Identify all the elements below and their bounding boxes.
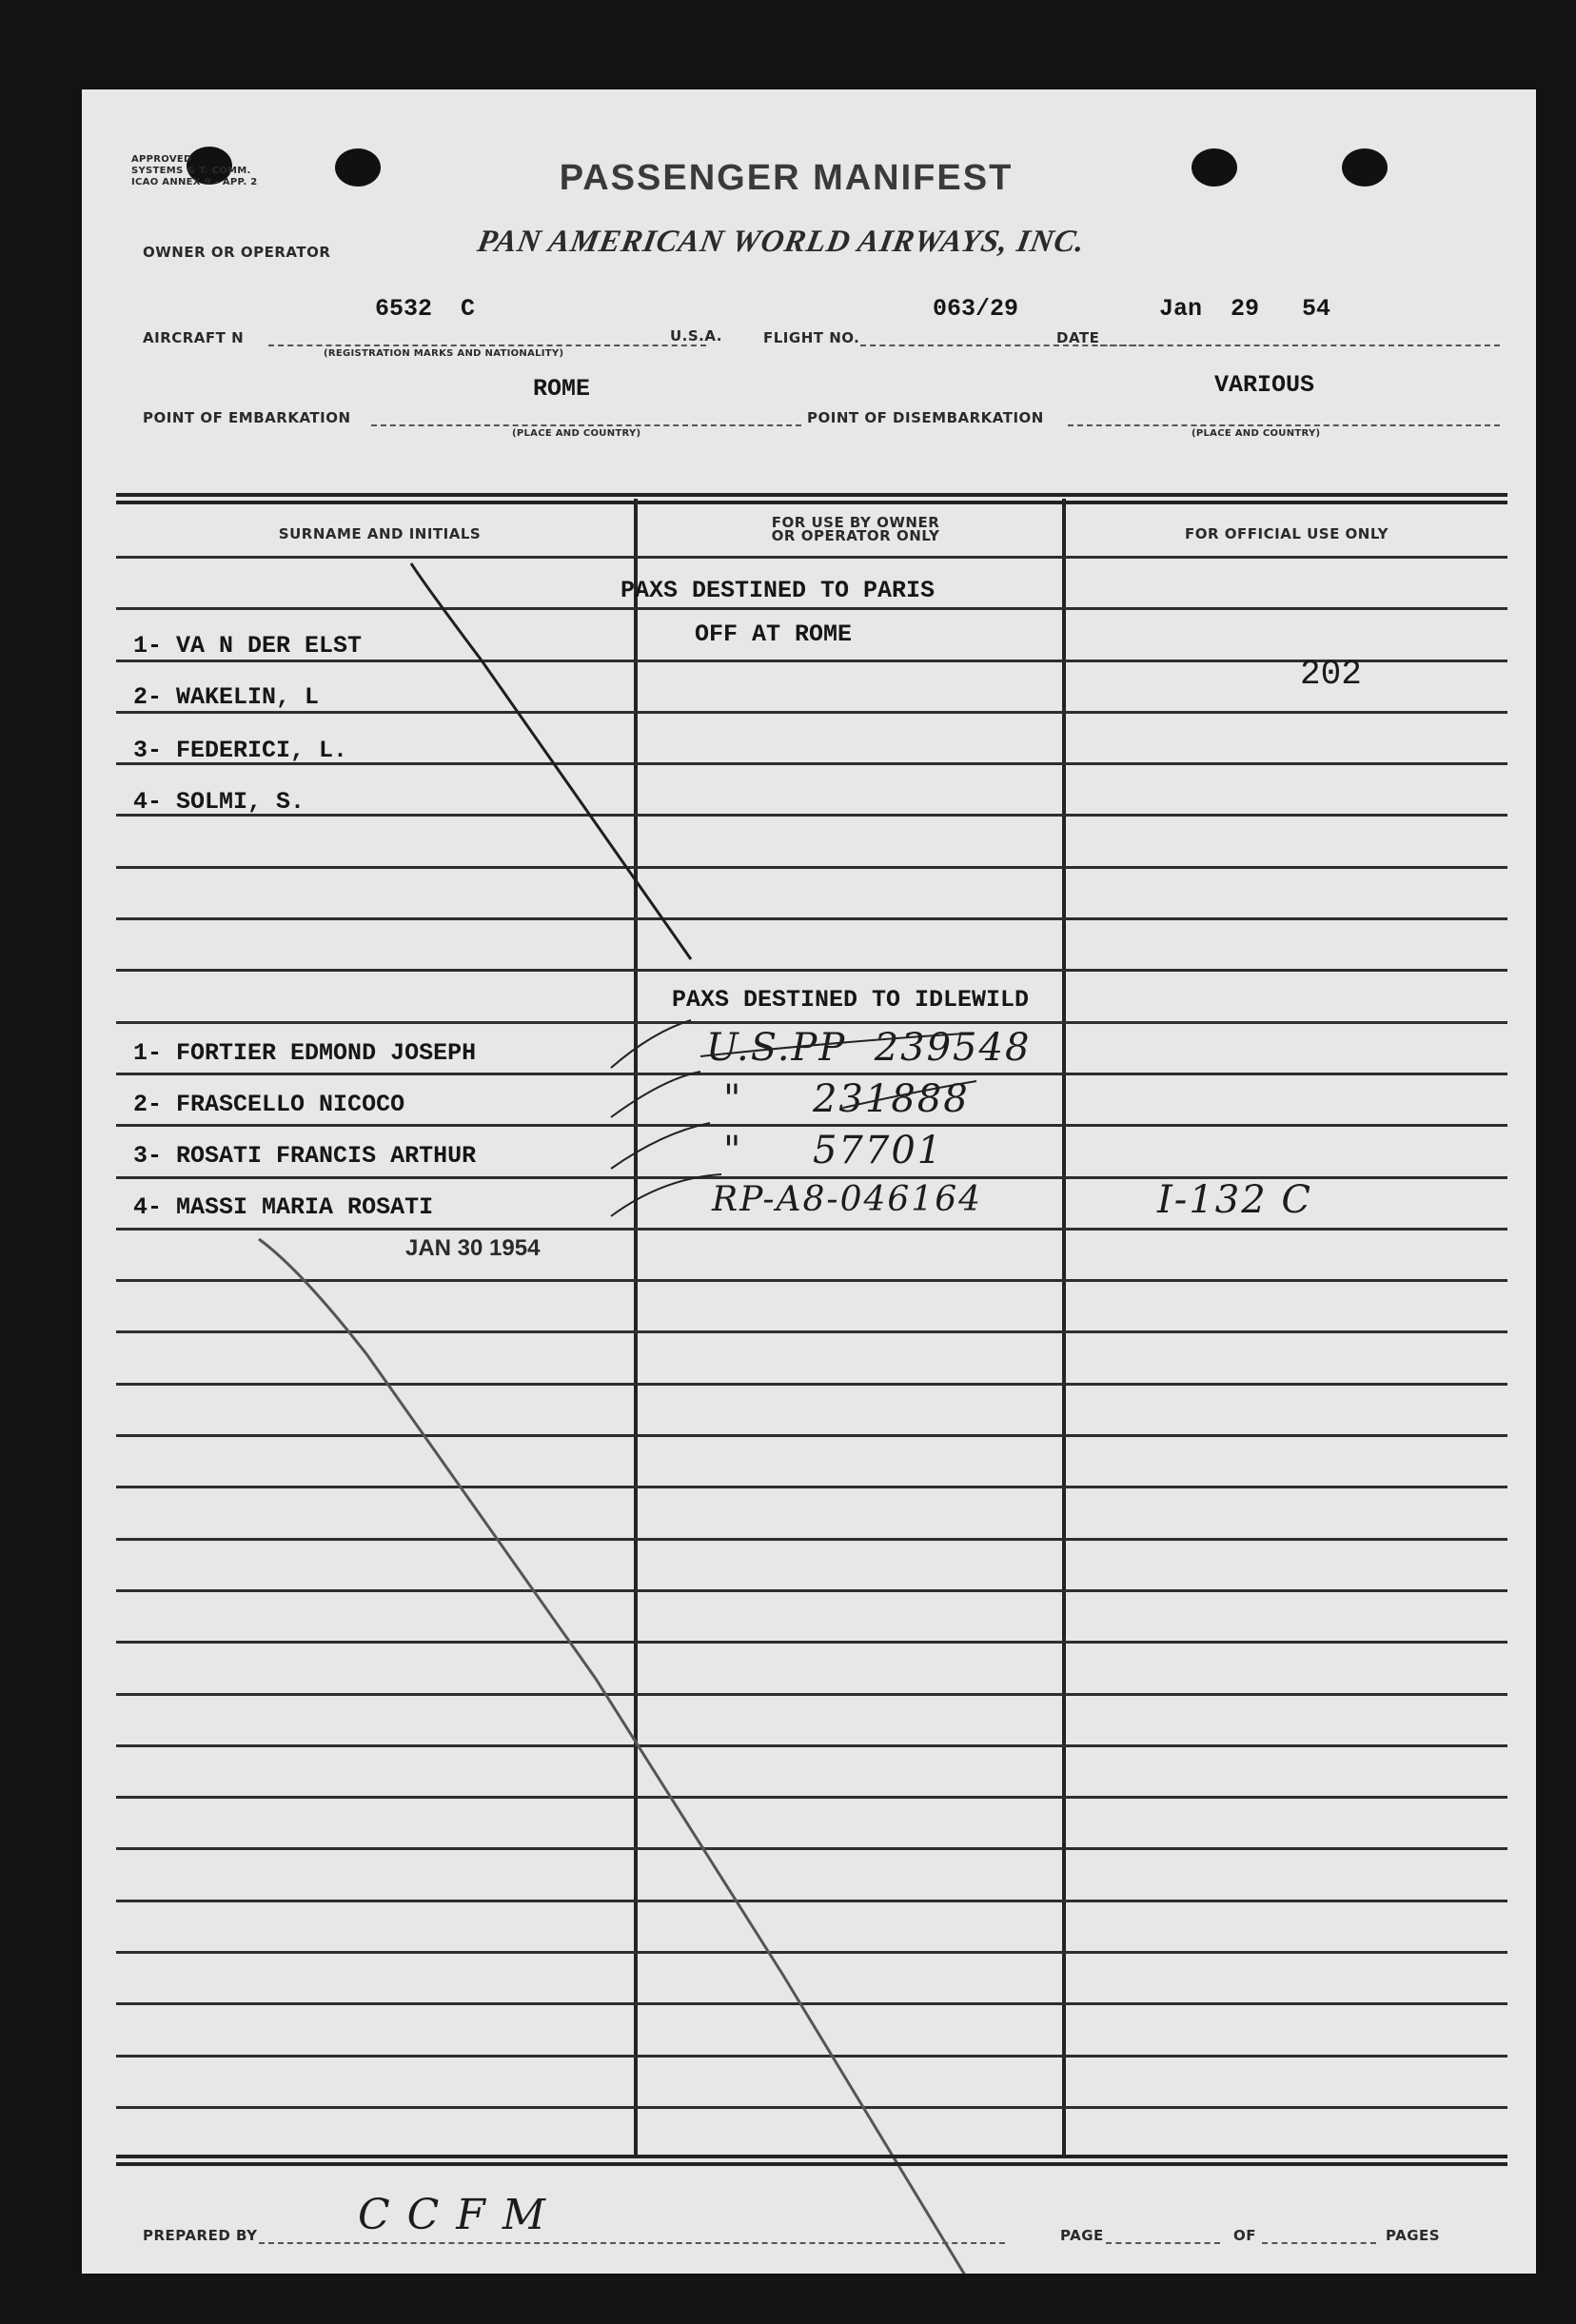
passenger-name: FEDERICI, L. [176, 737, 348, 764]
prepared-by-signature: C C F M [358, 2191, 547, 2239]
official-code: I-132 C [1157, 1178, 1312, 1222]
col-header-surname: SURNAME AND INITIALS [278, 525, 482, 542]
flight-label: FLIGHT NO. [763, 329, 860, 346]
manifest-sheet [82, 89, 1536, 2274]
registration-note: (REGISTRATION MARKS AND NATIONALITY) [324, 348, 564, 359]
passenger-number: 3- [133, 1142, 163, 1170]
col-header-official: FOR OFFICIAL USE ONLY [1185, 525, 1389, 542]
official-number: 202 [1300, 655, 1362, 694]
approval-line-1: APPROVED [131, 154, 192, 165]
disembarkation-value: VARIOUS [1214, 371, 1315, 399]
col-header-owner: FOR USE BY OWNER [771, 514, 940, 531]
handwritten-stroke [843, 1081, 976, 1108]
pen-marks [82, 89, 1536, 2274]
passenger-name: SOLMI, S. [176, 788, 305, 816]
prepared-label: PREPARED BY [143, 2227, 258, 2244]
embark-place-note: (PLACE AND COUNTRY) [512, 428, 641, 439]
passenger-number: 2- [133, 683, 163, 711]
owner-label: OWNER OR OPERATOR [143, 244, 331, 261]
passport-number: " 231888 [723, 1077, 970, 1121]
airline-name: PAN AMERICAN WORLD AIRWAYS, INC. [474, 225, 1089, 259]
passenger-name: FRASCELLO NICOCO [176, 1091, 405, 1118]
group-heading-paris: PAXS DESTINED TO PARIS [621, 577, 936, 604]
passenger-number: 4- [133, 1193, 163, 1221]
flight-date: Jan 29 54 [1159, 295, 1331, 323]
form-title: PASSENGER MANIFEST [559, 158, 1014, 198]
aircraft-label: AIRCRAFT N [143, 329, 245, 346]
strike-line-paris [411, 563, 691, 959]
embarkation-value: ROME [533, 375, 591, 403]
approval-line-3: ICAO ANNEX 9 - APP. 2 [131, 177, 258, 187]
footer-rule [116, 2155, 1507, 2158]
flight-number: 063/29 [933, 295, 1019, 323]
check-mark [611, 1072, 700, 1117]
aircraft-registration: 6532 C [375, 295, 476, 323]
col-header-owner-2: OR OPERATOR ONLY [771, 527, 940, 544]
embarkation-label: POINT OF EMBARKATION [143, 409, 351, 426]
passport-number: " 57701 [723, 1129, 944, 1172]
group-heading-idlewild: PAXS DESTINED TO IDLEWILD [672, 986, 1030, 1014]
handwritten-stroke [700, 1034, 965, 1056]
passenger-name: FORTIER EDMOND JOSEPH [176, 1039, 477, 1067]
passenger-name: WAKELIN, L [176, 683, 320, 711]
approval-line-2: SYSTEMS & T. COMM. [131, 166, 251, 176]
passenger-name: ROSATI FRANCIS ARTHUR [176, 1142, 477, 1170]
pages-label: PAGES [1386, 2227, 1441, 2244]
disembarkation-label: POINT OF DISEMBARKATION [807, 409, 1044, 426]
group-note-paris: OFF AT ROME [695, 620, 853, 648]
passenger-number: 2- [133, 1091, 163, 1118]
disembark-place-note: (PLACE AND COUNTRY) [1192, 428, 1321, 439]
passenger-number: 1- [133, 632, 163, 660]
strike-line-lower [259, 1239, 967, 2274]
passenger-name: VA N DER ELST [176, 632, 363, 660]
usa-label: U.S.A. [670, 327, 722, 345]
passport-number: U.S.PP 239548 [706, 1026, 1032, 1070]
check-mark [611, 1020, 691, 1068]
date-label: DATE [1056, 329, 1100, 346]
passenger-name: MASSI MARIA ROSATI [176, 1193, 434, 1221]
passenger-number: 1- [133, 1039, 163, 1067]
passenger-number: 4- [133, 788, 163, 816]
check-mark [611, 1123, 710, 1169]
date-stamp: JAN 30 1954 [405, 1235, 541, 1261]
footer-rule [116, 2162, 1507, 2166]
of-label: OF [1233, 2227, 1256, 2244]
check-mark [611, 1174, 721, 1216]
passport-number: RP-A8-046164 [712, 1180, 983, 1219]
page-label: PAGE [1060, 2227, 1104, 2244]
passenger-number: 3- [133, 737, 163, 764]
